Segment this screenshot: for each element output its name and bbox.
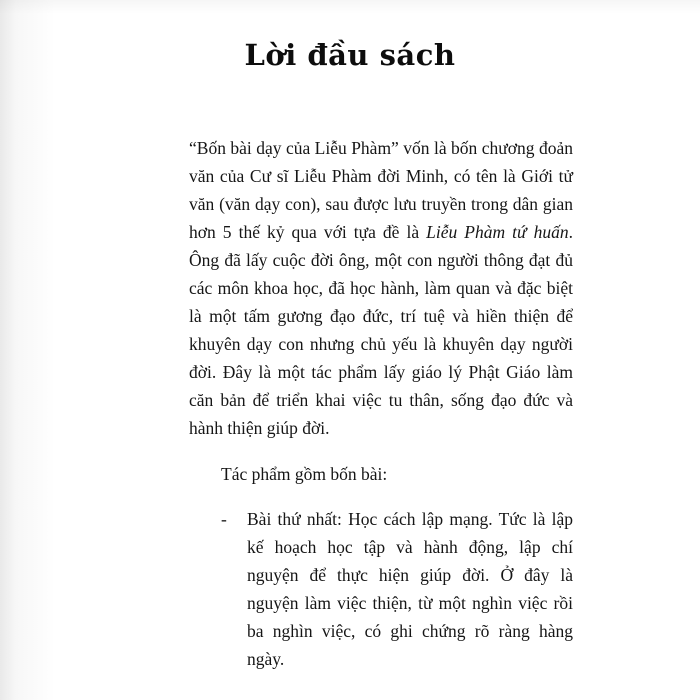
intro-part-1: “Bốn bài dạy của Liễu Phàm” vốn là bốn chương đoản văn của Cư sĩ Liễu Phàm đời Minh, có tên là Giới tử văn (văn dạy con), sau được lưu truyền trong dân gian hơn 5 thế kỷ qua với tựa đề là <box>189 138 573 242</box>
page-content <box>189 134 573 673</box>
intro-part-2: . Ông đã lấy cuộc đời ông, một con người thông đạt đủ các môn khoa học, đã học hành, làm quan và đặc biệt là một tấm gương đạo đức, trí tuệ và hiền thiện để khuyên dạy con nhưng chủ yếu là khuyên dạy người đời. Đây là một tác phẩm lấy giáo lý Phật Giáo làm căn bản để triển khai việc tu thân, sống đạo đức và hành thiện giúp đời. <box>189 222 573 438</box>
page-title: Lời đầu sách <box>244 38 456 72</box>
intro-paragraph <box>189 134 573 442</box>
book-title-italic: Liễu Phàm tứ huấn <box>426 222 569 242</box>
list-marker: - <box>221 509 227 529</box>
list-item <box>189 505 573 673</box>
lead-paragraph: Tác phẩm gồm bốn bài: <box>221 463 388 484</box>
list-item-text: Bài thứ nhất: Học cách lập mạng. Tức là lập kế hoạch học tập và hành động, lập chí nguyện để thực hiện giúp đời. Ở đây là nguyện làm việc thiện, từ một nghìn việc rồi ba nghìn việc, có ghi chứng rõ ràng hàng ngày. <box>247 509 573 669</box>
